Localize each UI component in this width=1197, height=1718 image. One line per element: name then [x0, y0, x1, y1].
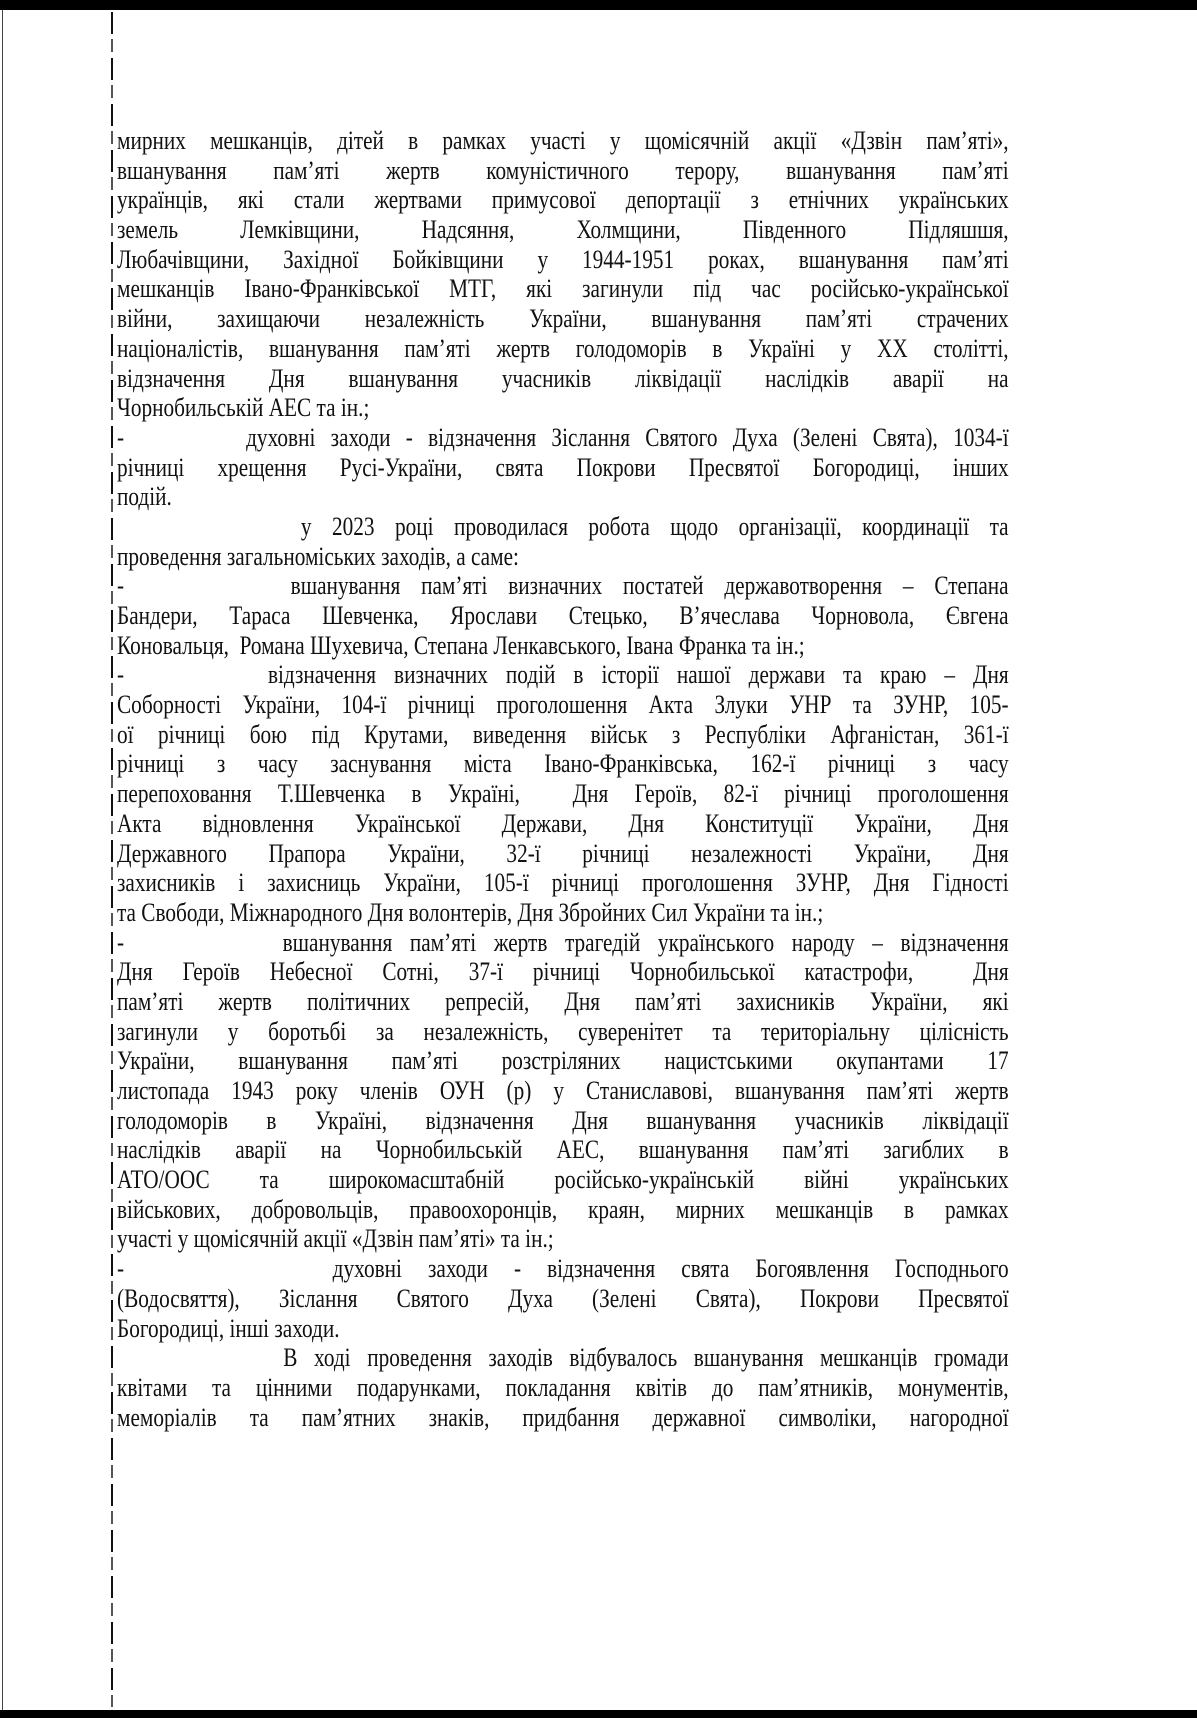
text-line: [117, 1135, 1197, 1165]
text-line-content: подій.: [117, 482, 172, 512]
text-line-content: мешканців Івано-Франківської МТГ, які загинули під час російсько-української: [117, 274, 1009, 304]
text-line: [117, 749, 1197, 779]
text-line-content: Акта відновлення Української Держави, Дня Конституції України, Дня: [117, 808, 1009, 838]
bullet-line: [117, 660, 1197, 690]
text-line-content: річниці з часу заснування міста Івано-Франківська, 162-ї річниці з часу: [117, 749, 1009, 779]
text-line: [117, 1017, 1197, 1047]
text-line: [117, 720, 1197, 750]
text-line: [117, 779, 1197, 809]
paragraph-start-line: [117, 1343, 1197, 1373]
text-line: [117, 1195, 1197, 1225]
text-line-content: наслідків аварії на Чорнобильській АЕС, вшанування пам’яті загиблих в: [117, 1135, 1009, 1165]
text-line-content: Чорнобильській АЕС та ін.;: [117, 393, 370, 423]
text-line-content: загинули у боротьбі за незалежність, суверенітет та територіальну цілісність: [117, 1016, 1009, 1046]
paragraph-start-line: [117, 512, 1197, 542]
text-line: [117, 156, 1197, 186]
document-page: [117, 126, 1117, 1432]
text-line: [117, 185, 1197, 215]
text-line: [117, 1403, 1197, 1433]
text-line-content: захисників і захисниць України, 105-ї річниці проголошення ЗУНР, Дня Гідності: [117, 868, 1009, 898]
text-line: [117, 334, 1197, 364]
scan-left-edge: [2, 10, 3, 1710]
text-line: [117, 274, 1197, 304]
text-line-content: - вшанування пам’яті жертв трагедій українського народу – відзначення: [117, 927, 1009, 957]
bullet-line: [117, 571, 1197, 601]
text-line: [117, 957, 1197, 987]
text-line-content: Соборності України, 104-ї річниці проголошення Акта Злуки УНР та ЗУНР, 105-: [117, 690, 1009, 720]
text-line-content: АТО/ООС та широкомасштабній російсько-українській війні українських: [117, 1165, 1009, 1195]
text-line-content: Державного Прапора України, 32-ї річниці незалежності України, Дня: [117, 838, 1009, 868]
text-line: [117, 898, 1197, 928]
text-line-content: мирних мешканців, дітей в рамках участі у щомісячній акції «Дзвін пам’яті»,: [117, 126, 1009, 155]
text-line: [117, 987, 1197, 1017]
text-line: [117, 1076, 1197, 1106]
text-line-content: Бандери, Тараса Шевченка, Ярослави Стецько, В’ячеслава Чорновола, Євгена: [117, 601, 1009, 630]
text-line-content: українців, які стали жертвами примусової депортації з етнічних українських: [117, 185, 1009, 215]
text-line-content: річниці хрещення Русі-України, свята Покрови Пресвятої Богородиці, інших: [117, 452, 1009, 482]
text-line-content: та Свободи, Міжнародного Дня волонтерів, Дня Збройних Сил України та ін.;: [117, 897, 824, 927]
text-line-content: - духовні заходи - відзначення Зіслання Святого Духа (Зелені Свята), 1034-ї: [117, 422, 1009, 452]
scan-artifact-line: [111, 12, 113, 1707]
scan-top-border: [0, 0, 1197, 10]
text-line: [117, 690, 1197, 720]
text-line-content: Богородиці, інші заходи.: [117, 1313, 340, 1343]
text-line-content: меморіалів та пам’ятних знаків, придбання державної символіки, нагородної: [117, 1402, 1009, 1432]
text-line-content: України, вшанування пам’яті розстріляних нацистськими окупантами 17: [117, 1046, 1009, 1076]
bullet-line: [117, 423, 1197, 453]
text-line: [117, 364, 1197, 394]
text-line: [117, 839, 1197, 869]
text-line-content: Любачівщини, Західної Бойківщини у 1944-1951 роках, вшанування пам’яті: [117, 244, 1009, 274]
text-line-content: проведення загальноміських заходів, а саме:: [117, 541, 519, 571]
text-line-content: відзначення Дня вшанування учасників ліквідації наслідків аварії на: [117, 363, 1009, 393]
text-line: [117, 304, 1197, 334]
text-line-content: націоналістів, вшанування пам’яті жертв голодоморів в Україні у XX столітті,: [117, 333, 1009, 363]
text-line: [117, 1165, 1197, 1195]
text-line: [117, 868, 1197, 898]
text-line-content: пам’яті жертв політичних репресій, Дня пам’яті захисників України, які: [117, 986, 1009, 1016]
text-line-content: земель Лемківщини, Надсяння, Холмщини, Південного Підляшшя,: [117, 215, 1009, 245]
text-line: [117, 809, 1197, 839]
text-line: [117, 1314, 1197, 1344]
text-line-content: листопада 1943 року членів ОУН (р) у Станиславові, вшанування пам’яті жертв: [117, 1076, 1009, 1105]
scan-bottom-border: [0, 1710, 1197, 1718]
text-line-content: (Водосвяття), Зіслання Святого Духа (Зелені Свята), Покрови Пресвятої: [117, 1283, 1009, 1313]
bullet-line: [117, 928, 1197, 958]
text-line: [117, 482, 1197, 512]
text-line-content: - вшанування пам’яті визначних постатей державотворення – Степана: [117, 571, 1009, 601]
text-line: [117, 1284, 1197, 1314]
text-line-content: військових, добровольців, правоохоронців, краян, мирних мешканців в рамках: [117, 1194, 1009, 1224]
text-line: [117, 453, 1197, 483]
text-line: [117, 1373, 1197, 1403]
text-line: [117, 1224, 1197, 1254]
text-line-content: - відзначення визначних подій в історії нашої держави та краю – Дня: [117, 660, 1009, 690]
text-line: [117, 1106, 1197, 1136]
text-line-content: - духовні заходи - відзначення свята Богоявлення Господнього: [117, 1254, 1009, 1284]
text-line-content: Дня Героїв Небесної Сотні, 37-ї річниці Чорнобильської катастрофи, Дня: [117, 957, 1009, 987]
text-line: [117, 542, 1197, 572]
text-line: [117, 245, 1197, 275]
text-line: [117, 601, 1197, 631]
text-line-content: участі у щомісячній акції «Дзвін пам’яті» та ін.;: [117, 1224, 554, 1254]
text-line-content: перепоховання Т.Шевченка в Україні, Дня Героїв, 82-ї річниці проголошення: [117, 779, 1009, 809]
text-line: [117, 215, 1197, 245]
bullet-line: [117, 1254, 1197, 1284]
text-line-content: ої річниці бою під Крутами, виведення військ з Республіки Афганістан, 361-ї: [117, 719, 1009, 749]
text-line: [117, 393, 1197, 423]
text-line-content: Коновальця, Романа Шухевича, Степана Ленкавського, Івана Франка та ін.;: [117, 630, 805, 660]
text-line-content: В ході проведення заходів відбувалось вшанування мешканців громади: [117, 1343, 1009, 1373]
text-line: [117, 126, 1197, 156]
text-line-content: голодоморів в Україні, відзначення Дня вшанування учасників ліквідації: [117, 1105, 1009, 1135]
text-line-content: вшанування пам’яті жертв комуністичного терору, вшанування пам’яті: [117, 155, 1009, 185]
text-line: [117, 631, 1197, 661]
text-line-content: у 2023 році проводилася робота щодо організації, координації та: [117, 511, 1009, 541]
text-line-content: квітами та цінними подарунками, покладання квітів до пам’ятників, монументів,: [117, 1372, 1009, 1402]
text-line-content: війни, захищаючи незалежність України, вшанування пам’яті страчених: [117, 304, 1009, 334]
text-line: [117, 1046, 1197, 1076]
